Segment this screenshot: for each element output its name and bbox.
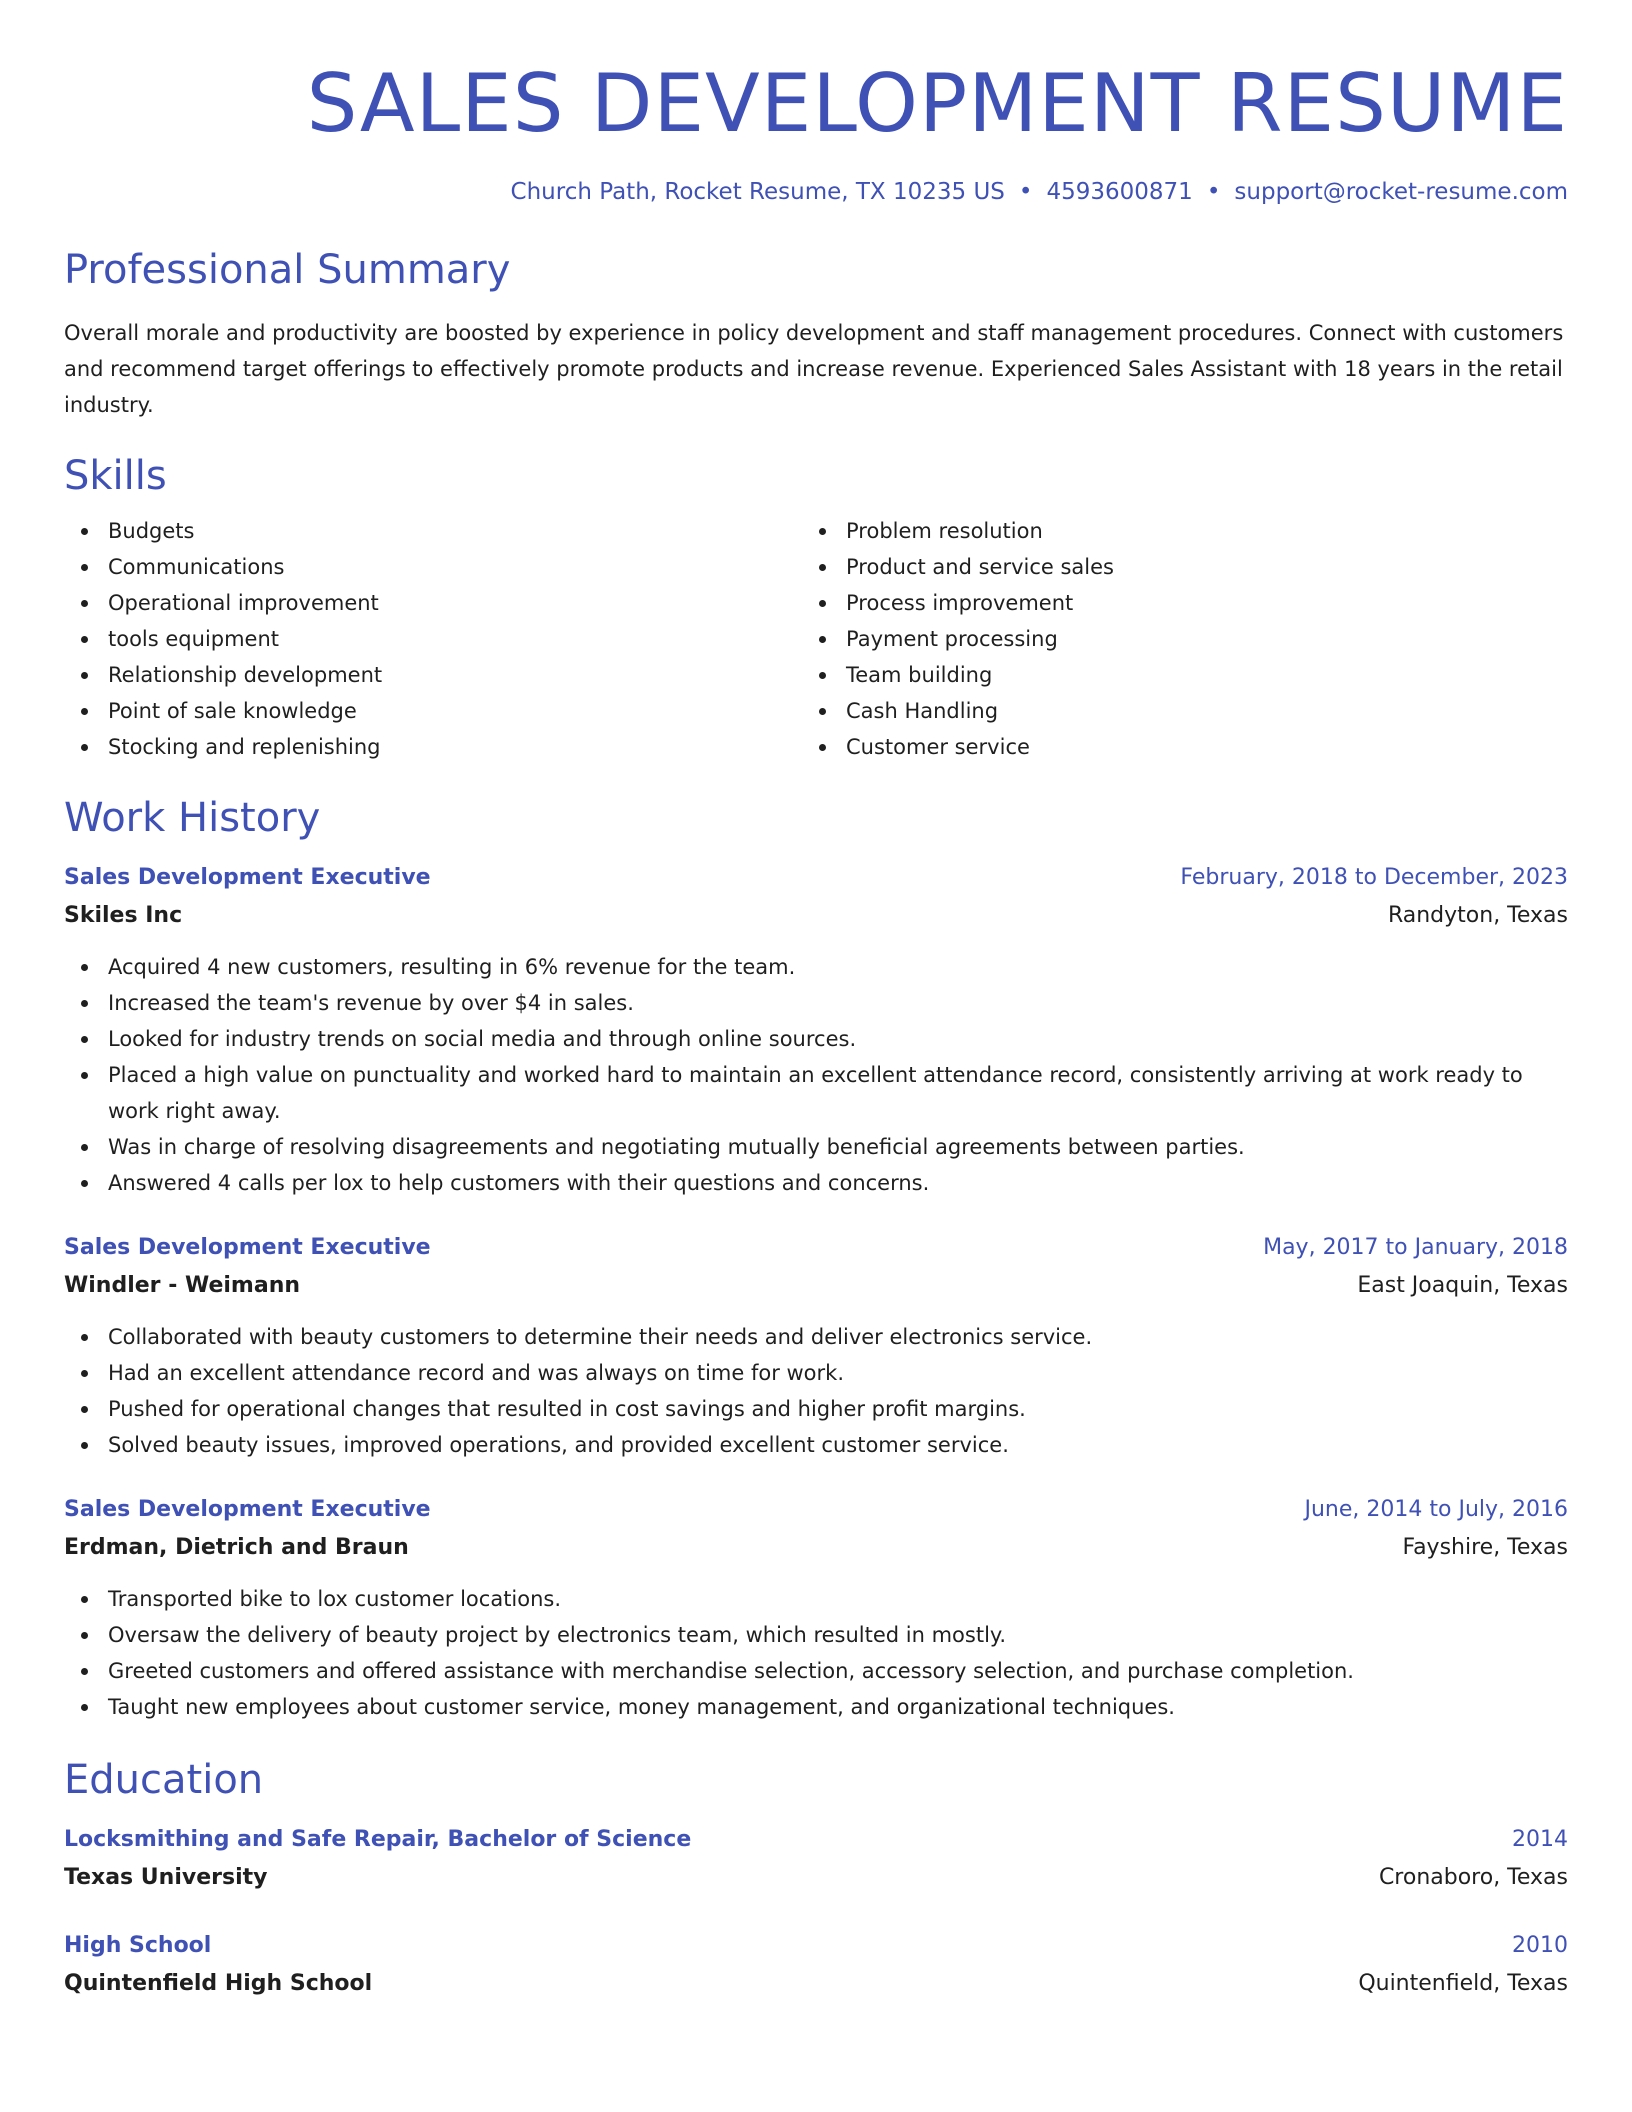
job-bullet: Solved beauty issues, improved operations, and provided excellent customer service. bbox=[64, 1427, 1568, 1463]
skill-item: Process improvement bbox=[802, 585, 1540, 621]
job-bullet: Increased the team's revenue by over $4 in sales. bbox=[64, 985, 1568, 1021]
job-bullet: Greeted customers and offered assistance with merchandise selection, accessory selection, and purchase completion. bbox=[64, 1653, 1568, 1689]
skill-item: tools equipment bbox=[64, 621, 802, 657]
job-bullet: Answered 4 calls per lox to help customers with their questions and concerns. bbox=[64, 1165, 1568, 1201]
skill-item: Stocking and replenishing bbox=[64, 729, 802, 765]
education-school-row bbox=[64, 1965, 1568, 2003]
job-bullet: Looked for industry trends on social media and through online sources. bbox=[64, 1021, 1568, 1057]
resume-title: SALES DEVELOPMENT RESUME bbox=[306, 57, 1568, 150]
job-bullet: Taught new employees about customer service, money management, and organizational techniques. bbox=[64, 1689, 1568, 1725]
work-history-heading: Work History bbox=[64, 795, 321, 841]
job-bullet: Placed a high value on punctuality and worked hard to maintain an excellent attendance record, consistently arriving at work ready to work right away. bbox=[64, 1057, 1568, 1129]
job-role: Sales Development Executive bbox=[64, 1235, 431, 1260]
skills-heading: Skills bbox=[64, 453, 167, 499]
job-header-row bbox=[64, 1491, 1568, 1529]
job-entry bbox=[64, 859, 1568, 1201]
job-entry bbox=[64, 1229, 1568, 1463]
job-company-row bbox=[64, 1529, 1568, 1567]
job-bullet: Acquired 4 new customers, resulting in 6% revenue for the team. bbox=[64, 949, 1568, 985]
education-year: 2014 bbox=[1512, 1827, 1568, 1852]
skill-item: Point of sale knowledge bbox=[64, 693, 802, 729]
education-location: Quintenfield, Texas bbox=[1358, 1971, 1568, 1996]
education-degree: Locksmithing and Safe Repair, Bachelor of Science bbox=[64, 1827, 692, 1852]
skills-column-right bbox=[802, 513, 1540, 765]
skill-item: Operational improvement bbox=[64, 585, 802, 621]
skill-item: Relationship development bbox=[64, 657, 802, 693]
education-header-row bbox=[64, 1821, 1568, 1859]
job-header-row bbox=[64, 859, 1568, 897]
education-entry bbox=[64, 1927, 1568, 2003]
skill-item: Product and service sales bbox=[802, 549, 1540, 585]
education-degree: High School bbox=[64, 1933, 212, 1958]
education-heading: Education bbox=[64, 1757, 264, 1803]
skill-item: Cash Handling bbox=[802, 693, 1540, 729]
education-entry bbox=[64, 1821, 1568, 1897]
job-role: Sales Development Executive bbox=[64, 1497, 431, 1522]
job-bullet: Transported bike to lox customer locations. bbox=[64, 1581, 1568, 1617]
contact-phone: 4593600871 bbox=[1046, 179, 1193, 205]
education-school: Texas University bbox=[64, 1865, 268, 1890]
job-dates: May, 2017 to January, 2018 bbox=[1263, 1235, 1568, 1260]
skill-item: Payment processing bbox=[802, 621, 1540, 657]
contact-separator: • bbox=[1206, 179, 1221, 205]
contact-line bbox=[64, 177, 1568, 207]
summary-heading: Professional Summary bbox=[64, 247, 511, 293]
job-company-row bbox=[64, 897, 1568, 935]
skill-item: Budgets bbox=[64, 513, 802, 549]
job-bullet: Oversaw the delivery of beauty project by electronics team, which resulted in mostly. bbox=[64, 1617, 1568, 1653]
skills-list bbox=[64, 513, 1568, 765]
job-bullet: Pushed for operational changes that resulted in cost savings and higher profit margins. bbox=[64, 1391, 1568, 1427]
contact-address: Church Path, Rocket Resume, TX 10235 US bbox=[510, 179, 1005, 205]
summary-text: Overall morale and productivity are boosted by experience in policy development and staff management procedures. Connect with customers and recommend target offerings to effectively promote products and increase revenue. Experienced Sales Assistant with 18 years in the retail industry. bbox=[64, 321, 1564, 417]
job-entry bbox=[64, 1491, 1568, 1725]
job-location: East Joaquin, Texas bbox=[1357, 1273, 1568, 1298]
job-bullets bbox=[64, 949, 1568, 1201]
job-bullet: Collaborated with beauty customers to determine their needs and deliver electronics service. bbox=[64, 1319, 1568, 1355]
education-header-row bbox=[64, 1927, 1568, 1965]
job-bullets bbox=[64, 1319, 1568, 1463]
job-location: Randyton, Texas bbox=[1387, 903, 1568, 928]
skill-item: Customer service bbox=[802, 729, 1540, 765]
job-role: Sales Development Executive bbox=[64, 865, 431, 890]
job-dates: June, 2014 to July, 2016 bbox=[1304, 1497, 1568, 1522]
job-company: Windler - Weimann bbox=[64, 1273, 301, 1298]
education-location: Cronaboro, Texas bbox=[1378, 1865, 1568, 1890]
education-school-row bbox=[64, 1859, 1568, 1897]
job-company-row bbox=[64, 1267, 1568, 1305]
education-school: Quintenfield High School bbox=[64, 1971, 373, 1996]
resume-header bbox=[64, 56, 1568, 207]
skill-item: Problem resolution bbox=[802, 513, 1540, 549]
education-year: 2010 bbox=[1512, 1933, 1568, 1958]
skill-item: Team building bbox=[802, 657, 1540, 693]
skills-column-left bbox=[64, 513, 802, 765]
job-company: Skiles Inc bbox=[64, 903, 183, 928]
job-bullet: Was in charge of resolving disagreements and negotiating mutually beneficial agreements between parties. bbox=[64, 1129, 1568, 1165]
contact-separator: • bbox=[1018, 179, 1033, 205]
job-dates: February, 2018 to December, 2023 bbox=[1180, 865, 1568, 890]
job-company: Erdman, Dietrich and Braun bbox=[64, 1535, 409, 1560]
job-bullets bbox=[64, 1581, 1568, 1725]
skill-item: Communications bbox=[64, 549, 802, 585]
job-location: Fayshire, Texas bbox=[1402, 1535, 1568, 1560]
job-bullet: Had an excellent attendance record and was always on time for work. bbox=[64, 1355, 1568, 1391]
job-header-row bbox=[64, 1229, 1568, 1267]
contact-email: support@rocket-resume.com bbox=[1234, 179, 1568, 205]
